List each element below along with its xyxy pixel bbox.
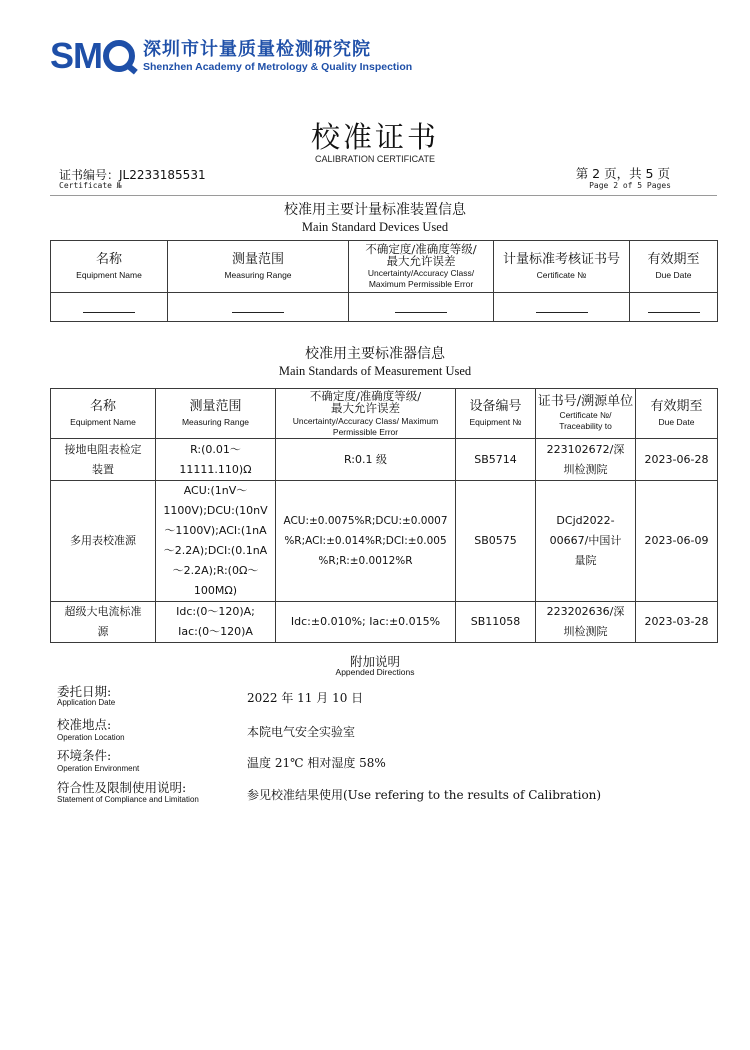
dash-placeholder — [395, 312, 447, 313]
operation-location-value: 本院电气安全实验室 — [247, 725, 356, 739]
equipment-name-cell: 接地电阻表检定 装置 — [51, 439, 156, 481]
column-header-certificate-traceability: 证书号/溯源单位 Certificate №/ Traceability to — [536, 389, 636, 439]
column-header-uncertainty: 不确定度/准确度等级/ 最大允许误差 Uncertainty/Accuracy Class/ Maximum Permissible Error — [349, 241, 494, 293]
application-date-value: 2022 年 11 月 10 日 — [247, 691, 364, 705]
standard-devices-table — [50, 240, 718, 322]
devices-section-title-en: Main Standard Devices Used — [301, 220, 449, 234]
empty-cell — [51, 293, 168, 322]
measuring-range-cell: Idc:(0～120)A; Iac:(0～120)A — [156, 602, 276, 643]
equipment-no-cell: SB11058 — [456, 602, 536, 643]
table-header-row — [51, 389, 718, 439]
column-header-range: 测量范围 Measuring Range — [168, 241, 349, 293]
certificate-cell: 223102672/深 圳检测院 — [536, 439, 636, 481]
organization-logo — [50, 34, 412, 78]
header-divider — [50, 195, 717, 196]
table-row — [51, 481, 718, 602]
appended-title-en: Appended Directions — [335, 667, 415, 677]
operation-environment-label-en: Operation Environment — [57, 764, 140, 773]
certificate-cell: DCjd2022- 00667/中国计 量院 — [536, 481, 636, 602]
certificate-cell: 223202636/深 圳检测院 — [536, 602, 636, 643]
table-row — [51, 602, 718, 643]
uncertainty-cell: ACU:±0.0075%R;DCU:±0.0007 %R;ACI:±0.014%R;DCI:±0.005 %R;R:±0.0012%R — [276, 481, 456, 602]
table-row-empty — [51, 293, 718, 322]
operation-environment-label-cn: 环境条件: — [57, 748, 112, 763]
column-header-name: 名称 Equipment Name — [51, 241, 168, 293]
dash-placeholder — [83, 312, 135, 313]
certificate-number-label: 证书编号： — [59, 168, 120, 182]
instruments-section-title-en: Main Standards of Measurement Used — [278, 364, 472, 378]
empty-cell — [494, 293, 630, 322]
organization-name-cn: 深圳市计量质量检测研究院 — [143, 38, 371, 60]
measuring-range-cell: ACU:(1nV～ 1100V);DCU:(10nV ～1100V);ACI:(1nA ～2.2A);DCI:(0.1nA ～2.2A);R:(0Ω～ 100MΩ) — [156, 481, 276, 602]
column-header-due-date: 有效期至 Due Date — [636, 389, 718, 439]
compliance-statement-value: 参见校准结果使用(Use refering to the results of Calibration) — [247, 788, 602, 802]
uncertainty-cell: R:0.1 级 — [276, 439, 456, 481]
organization-name-en: Shenzhen Academy of Metrology & Quality Inspection — [143, 60, 413, 73]
certificate-number-value: JL2233185531 — [119, 168, 206, 182]
application-date-label-en: Application Date — [57, 698, 116, 707]
compliance-statement-label-cn: 符合性及限制使用说明: — [57, 780, 187, 795]
smq-logo-mark — [50, 35, 135, 76]
due-date-cell: 2023-06-09 — [636, 481, 718, 602]
column-header-uncertainty: 不确定度/准确度等级/ 最大允许误差 Uncertainty/Accuracy Class/ Maximum Permissible Error — [276, 389, 456, 439]
dash-placeholder — [536, 312, 588, 313]
equipment-no-cell: SB0575 — [456, 481, 536, 602]
operation-location-label-cn: 校准地点: — [57, 717, 112, 732]
table-header-row — [51, 241, 718, 293]
measurement-standards-table — [50, 388, 718, 643]
column-header-range: 测量范围 Measuring Range — [156, 389, 276, 439]
equipment-name-cell: 多用表校准源 — [51, 481, 156, 602]
appended-title-cn: 附加说明 — [349, 654, 400, 669]
column-header-name: 名称 Equipment Name — [51, 389, 156, 439]
dash-placeholder — [232, 312, 284, 313]
page-indicator-en: Page 2 of 5 Pages — [589, 181, 671, 190]
equipment-no-cell: SB5714 — [456, 439, 536, 481]
compliance-statement-label-en: Statement of Compliance and Limitation — [57, 795, 199, 804]
instruments-section-title-cn: 校准用主要标准器信息 — [305, 346, 445, 362]
column-header-certificate: 计量标准考核证书号 Certificate № — [494, 241, 630, 293]
logo-q-ring — [103, 40, 135, 72]
empty-cell — [630, 293, 718, 322]
operation-location-label-en: Operation Location — [57, 733, 125, 742]
certificate-title-cn: 校准证书 — [310, 120, 439, 154]
logo-abbr: SM — [50, 35, 102, 76]
measuring-range-cell: R:(0.01～ 11111.110)Ω — [156, 439, 276, 481]
devices-section-title-cn: 校准用主要计量标准装置信息 — [284, 202, 466, 218]
empty-cell — [168, 293, 349, 322]
certificate-title-en: CALIBRATION CERTIFICATE — [314, 154, 435, 164]
due-date-cell: 2023-03-28 — [636, 602, 718, 643]
column-header-due-date: 有效期至 Due Date — [630, 241, 718, 293]
uncertainty-cell: Idc:±0.010%; Iac:±0.015% — [276, 602, 456, 643]
dash-placeholder — [648, 312, 700, 313]
due-date-cell: 2023-06-28 — [636, 439, 718, 481]
empty-cell — [349, 293, 494, 322]
column-header-equipment-no: 设备编号 Equipment № — [456, 389, 536, 439]
certificate-number-label-en: Certificate № — [59, 181, 122, 190]
application-date-label-cn: 委托日期: — [57, 684, 112, 699]
operation-environment-value: 温度 21℃ 相对湿度 58% — [247, 756, 386, 770]
page-indicator-cn: 第 2 页，共 5 页 — [575, 166, 670, 181]
equipment-name-cell: 超级大电流标准 源 — [51, 602, 156, 643]
table-row — [51, 439, 718, 481]
